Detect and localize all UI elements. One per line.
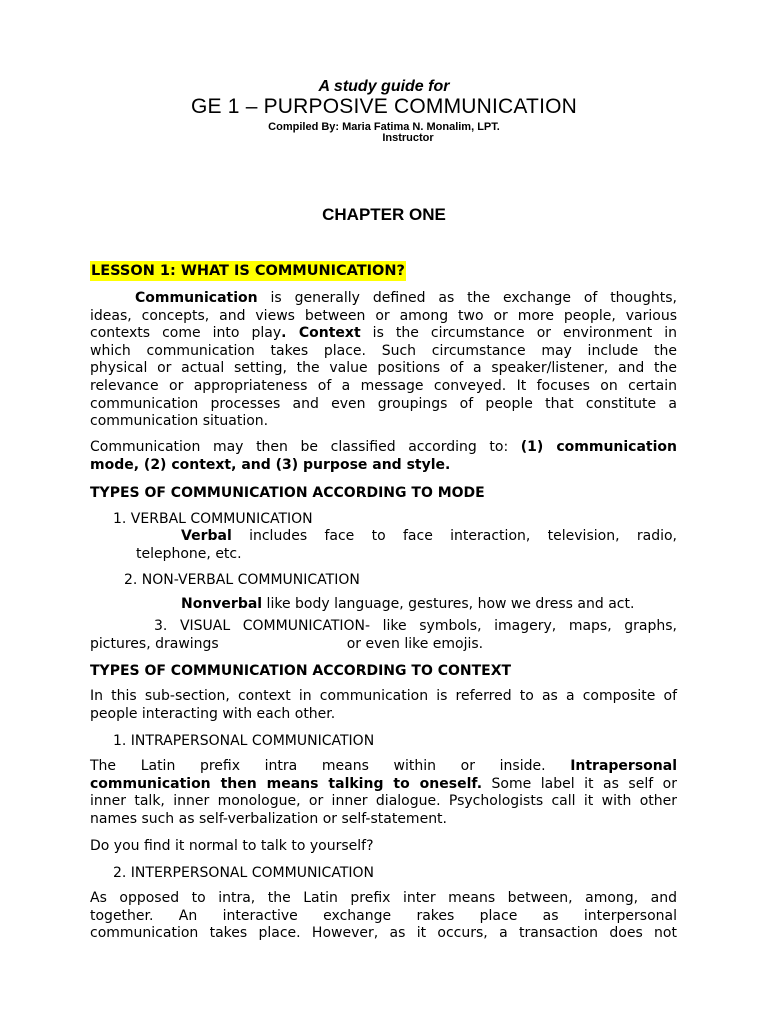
lesson-title: LESSON 1: WHAT IS COMMUNICATION? xyxy=(91,263,405,279)
intro-line: Communication is generally defined as the exchange of thoughts, xyxy=(135,290,677,306)
list-item-nonverbal: 2. NON-VERBAL COMMUNICATION xyxy=(124,572,360,588)
reflection-question: Do you find it normal to talk to yourself? xyxy=(90,838,374,854)
intro-paragraph xyxy=(90,290,677,431)
term-context: . Context xyxy=(281,325,361,342)
list-item-verbal: 1. VERBAL COMMUNICATION xyxy=(113,511,313,527)
intro-line: communication processes and even groupings of people that constitute a xyxy=(90,395,677,412)
verbal-line: Verbal includes face to face interaction, television, radio, xyxy=(181,528,677,544)
intro-line: which communication takes place. Such circumstance may include the xyxy=(90,342,677,359)
intro-line: contexts come into play. Context is the circumstance or environment in xyxy=(90,325,677,342)
verbal-line: telephone, etc. xyxy=(136,545,242,562)
intra-line: communication then means talking to oneself. Some label it as self or xyxy=(90,775,677,792)
compiled-by: Compiled By: Maria Fatima N. Monalim, LPT. xyxy=(268,121,500,133)
study-guide-label: A study guide for xyxy=(318,78,450,95)
intro-line: ideas, concepts, and views between or among two or more people, various xyxy=(90,307,677,324)
intro-line: communication situation. xyxy=(90,413,269,430)
list-item-interpersonal: 2. INTERPERSONAL COMMUNICATION xyxy=(113,865,374,881)
term-communication: Communication xyxy=(135,290,258,306)
context-line: people interacting with each other. xyxy=(90,705,336,722)
instructor-label: Instructor xyxy=(382,132,434,144)
visual-item xyxy=(90,618,677,653)
inter-line: As opposed to intra, the Latin prefix inter means between, among, and xyxy=(90,890,677,906)
intrapersonal-paragraph xyxy=(90,758,677,828)
inter-line: together. An interactive exchange rakes place as interpersonal xyxy=(90,907,677,924)
context-intro xyxy=(90,688,677,723)
intra-line: inner talk, inner monologue, or inner dialogue. Psychologists call it with other xyxy=(90,793,677,810)
term-nonverbal: Nonverbal xyxy=(181,596,263,612)
context-line: In this sub-section, context in communication is referred to as a composite of xyxy=(90,688,677,704)
list-item-intrapersonal: 1. INTRAPERSONAL COMMUNICATION xyxy=(113,733,375,749)
classified-line: mode, (2) context, and (3) purpose and style. xyxy=(90,456,451,473)
term-verbal: Verbal xyxy=(181,528,232,544)
list-item-visual: 3. VISUAL COMMUNICATION- like symbols, imagery, maps, graphs, xyxy=(154,618,677,634)
intra-line: names such as self-verbalization or self-statement. xyxy=(90,810,447,827)
classified-paragraph xyxy=(90,439,677,474)
chapter-title: CHAPTER ONE xyxy=(322,205,446,224)
intra-line: The Latin prefix intra means within or inside. Intrapersonal xyxy=(90,758,677,774)
intro-line: physical or actual setting, the value positions of a speaker/listener, and the xyxy=(90,360,677,377)
classified-line: Communication may then be classified according to: (1) communication xyxy=(90,439,677,455)
nonverbal-description: Nonverbal like body language, gestures, how we dress and act. xyxy=(181,596,635,612)
verbal-description xyxy=(136,528,677,563)
mode-heading: TYPES OF COMMUNICATION ACCORDING TO MODE xyxy=(90,485,485,501)
course-title: GE 1 – PURPOSIVE COMMUNICATION xyxy=(191,95,577,118)
context-heading: TYPES OF COMMUNICATION ACCORDING TO CONTEXT xyxy=(90,663,512,679)
inter-line: communication takes place. However, as it occurs, a transaction does not xyxy=(90,925,677,942)
intro-line: relevance or appropriateness of a message conveyed. It focuses on certain xyxy=(90,377,677,394)
visual-line: pictures, drawings or even like emojis. xyxy=(90,635,484,652)
interpersonal-paragraph xyxy=(90,890,677,943)
